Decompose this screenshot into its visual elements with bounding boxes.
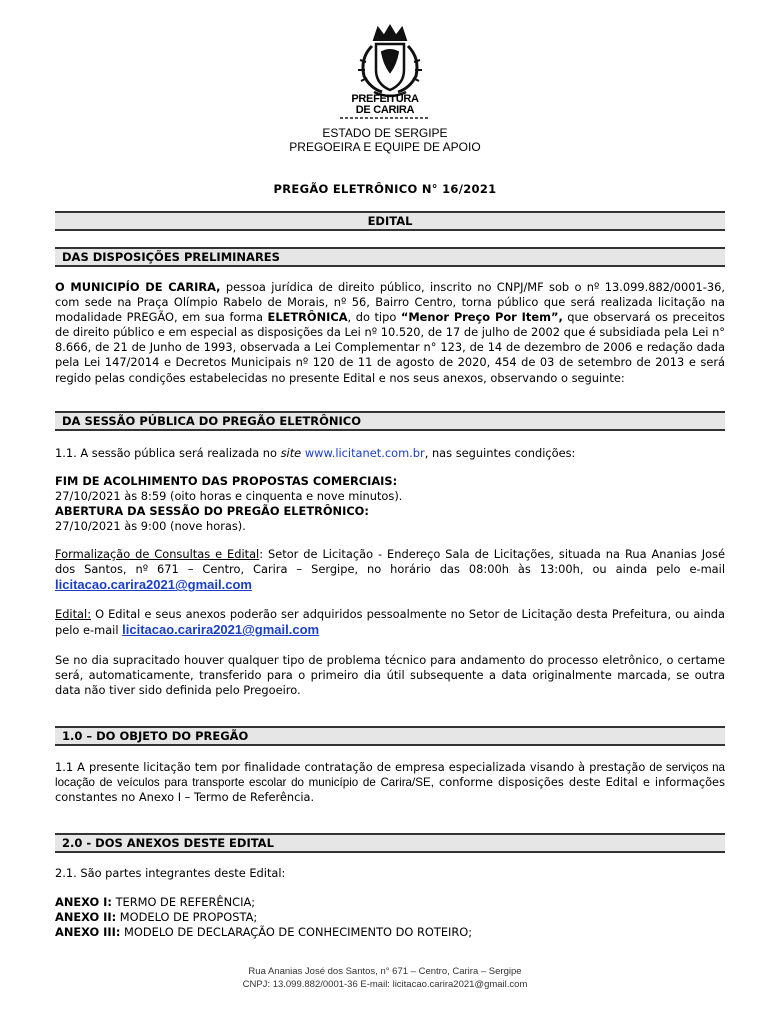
text-run: de serviços na locação de veículos para transporte escolar do município de Carira/SE, (55, 761, 725, 790)
technical-problem-paragraph: Se no dia supracitado houver qualquer tipo de problema técnico para andamento do processo eletrônico, o certame será, automaticamente, transferido para o primeiro dia útil subsequente a data originalmente marcada, se outra data não tiver sido definida pelo Pregoeiro. (55, 653, 725, 698)
section-heading-sessao (55, 411, 725, 431)
preliminary-paragraph (55, 280, 725, 386)
text-run: 1.1. A sessão pública será realizada no (55, 446, 281, 460)
section-heading-preliminares (55, 247, 725, 267)
footer-contact: CNPJ: 13.099.882/0001-36 E-mail: licitacao.carira2021@gmail.com (242, 979, 528, 990)
text-run-italic: site (280, 446, 302, 460)
section-heading-text: DA SESSÃO PÚBLICA DO PREGÃO ELETRÔNICO (62, 414, 362, 428)
annex-label: ANEXO III: (55, 925, 121, 940)
abertura-label: ABERTURA DA SESSÃO DO PREGÃO ELETRÔNICO: (55, 504, 369, 519)
licitanet-link[interactable]: www.licitanet.com.br (304, 446, 425, 460)
logo-line1: PREFEITURA (351, 93, 419, 105)
list-item (55, 910, 725, 925)
text-run: O Edital e seus anexos poderão ser adquiridos pessoalmente no Setor de Licitação desta Prefeitura, ou ainda pelo e-mail (55, 607, 725, 638)
list-item (55, 895, 725, 910)
text-run: , nas seguintes condições: (424, 446, 576, 460)
object-paragraph (55, 760, 725, 805)
annex-list (55, 895, 725, 940)
abertura-value: 27/10/2021 às 9:00 (nove horas). (55, 519, 246, 534)
footer-address: Rua Ananias José dos Santos, n° 671 – Centro, Carira – Sergipe (248, 966, 522, 977)
annex-text: TERMO DE REFERÊNCIA; (111, 895, 256, 909)
text-run: : Setor de Licitação - Endereço Sala de Licitações, situada na Rua Ananias José dos Santos, nº 671 – Centro, Carira – Sergipe, no horário das 08:00h às 13:00h, ou ainda pelo e-mail (55, 547, 725, 577)
list-item (55, 925, 725, 940)
annex-label: ANEXO I: (55, 895, 112, 909)
logo-motto-strip (340, 117, 430, 119)
edital-label: Edital: (55, 607, 92, 621)
logo-line2: DE CARIRA (355, 104, 415, 116)
annex-text: MODELO DE DECLARAÇÃO DE CONHECIMENTO DO ROTEIRO; (120, 925, 473, 940)
team-heading: PREGOEIRA E EQUIPE DE APOIO (289, 140, 481, 154)
fim-label: FIM DE ACOLHIMENTO DAS PROPOSTAS COMERCIAIS: (55, 474, 398, 488)
session-dates (55, 474, 725, 534)
text-run-bold: “Menor Preço Por Item”, (400, 310, 563, 325)
edital-paragraph (55, 607, 725, 638)
section-heading-objeto (55, 726, 725, 746)
consultation-paragraph (55, 547, 725, 593)
page-title: PREGÃO ELETRÔNICO N° 16/2021 (273, 182, 497, 196)
municipality-name: O MUNICIPÍO DE CARIRA, (55, 280, 221, 294)
text-run-bold: ELETRÔNICA (267, 310, 348, 325)
annex-text: MODELO DE PROPOSTA; (116, 910, 258, 925)
annex-label: ANEXO II: (55, 910, 117, 925)
session-intro (55, 446, 725, 461)
section-heading-text: 2.0 - DOS ANEXOS DESTE EDITAL (62, 836, 274, 850)
annexes-intro: 2.1. São partes integrantes deste Edital: (55, 866, 286, 880)
text-run: que observará os preceitos de direito público e em especial as disposições da Lei nº 10.520, de 17 de julho de 2002 que é subsidiada pela Lei n° 8.666, de 21 de Junho de 1993, observada a Lei Complementar n° 123, de 14 de dezembro de 2006 e redação dada pela Lei 147/2014 e Decretos Municipais nº 120 de 11 de agosto de 2020, 454 de 03 de setembro de 2013 e será regido pelas condições estabelecidas no presente Edital e nos seus anexos, observando o seguinte: (55, 310, 725, 385)
text-run: , do tipo (347, 310, 401, 325)
edital-bar (55, 211, 725, 231)
section-heading-anexos (55, 833, 725, 853)
state-heading: ESTADO DE SERGIPE (322, 126, 448, 140)
section-heading-text: DAS DISPOSIÇÕES PRELIMINARES (62, 250, 280, 264)
fim-value: 27/10/2021 às 8:59 (oito horas e cinquenta e nove minutos). (55, 489, 403, 504)
email-link[interactable]: licitacao.carira2021@gmail.com (55, 577, 252, 593)
edital-bar-label: EDITAL (367, 214, 413, 228)
text-run: conforme disposições deste Edital e informações constantes no Anexo I – Termo de Referência. (55, 775, 725, 805)
text-run: pessoa jurídica de direito público, inscrito no CNPJ/MF sob o nº 13.099.882/0001-36, com sede na Praça Olímpio Rabelo de Morais, nº 56, Bairro Centro, torna público que será realizada licitação na modalidade PREGÃO, em sua forma (55, 280, 725, 325)
consultation-label: Formalização de Consultas e Edital (55, 547, 260, 561)
email-link[interactable]: licitacao.carira2021@gmail.com (122, 622, 320, 638)
text-run: 1.1 A presente licitação tem por finalidade contratação de empresa especializada visando à prestação (55, 760, 650, 774)
section-heading-text: 1.0 – DO OBJETO DO PREGÃO (62, 729, 249, 743)
